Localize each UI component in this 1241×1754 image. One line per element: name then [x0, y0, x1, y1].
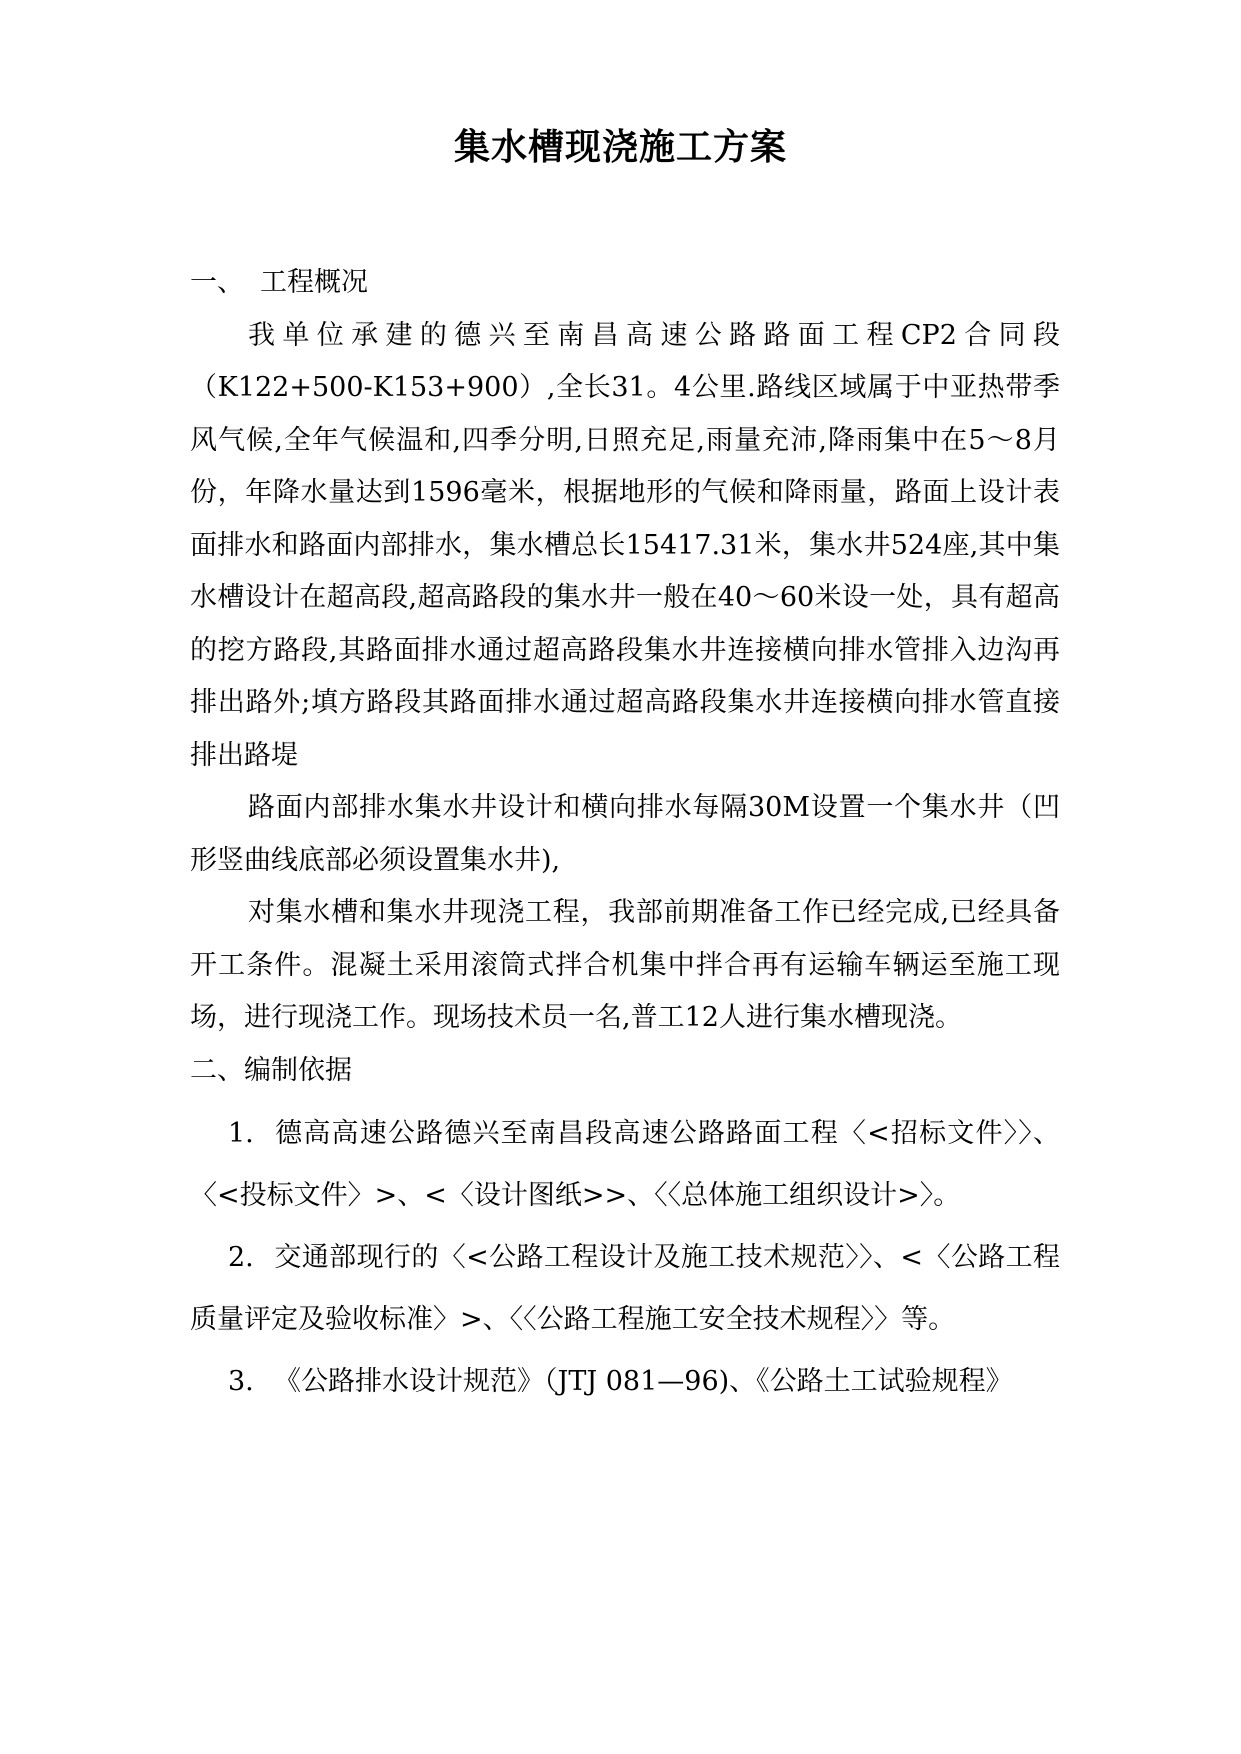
- section-1-paragraph-3: 对集水槽和集水井现浇工程，我部前期准备工作已经完成,已经具备开工条件。混凝土采用滚筒式拌合机集中拌合再有运输车辆运至施工现场，进行现浇工作。现场技术员一名,普工12人进行集水槽现浇。: [190, 897, 1060, 1033]
- basis-item-1-number: 1.: [228, 1118, 254, 1149]
- basis-item-1: [190, 1103, 1060, 1227]
- section-1-title: 工程概况: [260, 267, 368, 298]
- section-1-paragraph-1: 我单位承建的德兴至南昌高速公路路面工程CP2合同段（K122+500-K153+900）,全长31。4公里.路线区域属于中亚热带季风气候,全年气候温和,四季分明,日照充足,雨量充沛,降雨集中在5～8月份，年降水量达到1596毫米，根据地形的气候和降雨量，路面上设计表面排水和路面内部排水，集水槽总长15417.31米，集水井524座,其中集水槽设计在超高段,超高路段的集水井一般在40～60米设一处，具有超高的挖方路段,其路面排水通过超高路段集水井连接横向排水管排入边沟再排出路外;填方路段其路面排水通过超高路段集水井连接横向排水管直接排出路堤: [190, 319, 1060, 771]
- basis-item-2: [190, 1227, 1060, 1351]
- section-1-heading: [190, 257, 1060, 310]
- document-body: [190, 257, 1060, 1413]
- basis-item-3-text: 《公路排水设计规范》（JTJ 081—96)、《公路土工试验规程》: [274, 1366, 1013, 1397]
- basis-item-3: [190, 1351, 1060, 1413]
- document-title: 集水槽现浇施工方案: [453, 126, 787, 168]
- section-1-paragraph-2: 路面内部排水集水井设计和横向排水每隔30M设置一个集水井（凹形竖曲线底部必须设置集水井),: [190, 792, 1060, 876]
- section-1-number: 一、: [190, 267, 244, 298]
- basis-item-1-text: 德高高速公路德兴至南昌段高速公路路面工程〈<招标文件〉〉、〈<投标文件〉>、<〈设计图纸>>、〈〈总体施工组织设计>〉。: [190, 1118, 1060, 1211]
- basis-item-2-text: 交通部现行的〈<公路工程设计及施工技术规范〉〉、<〈公路工程质量评定及验收标准〉>、〈〈公路工程施工安全技术规程〉〉等。: [190, 1242, 1060, 1335]
- basis-item-3-number: 3.: [228, 1366, 254, 1397]
- basis-item-2-number: 2.: [228, 1242, 254, 1273]
- section-2-heading: 二、编制依据: [190, 1054, 352, 1086]
